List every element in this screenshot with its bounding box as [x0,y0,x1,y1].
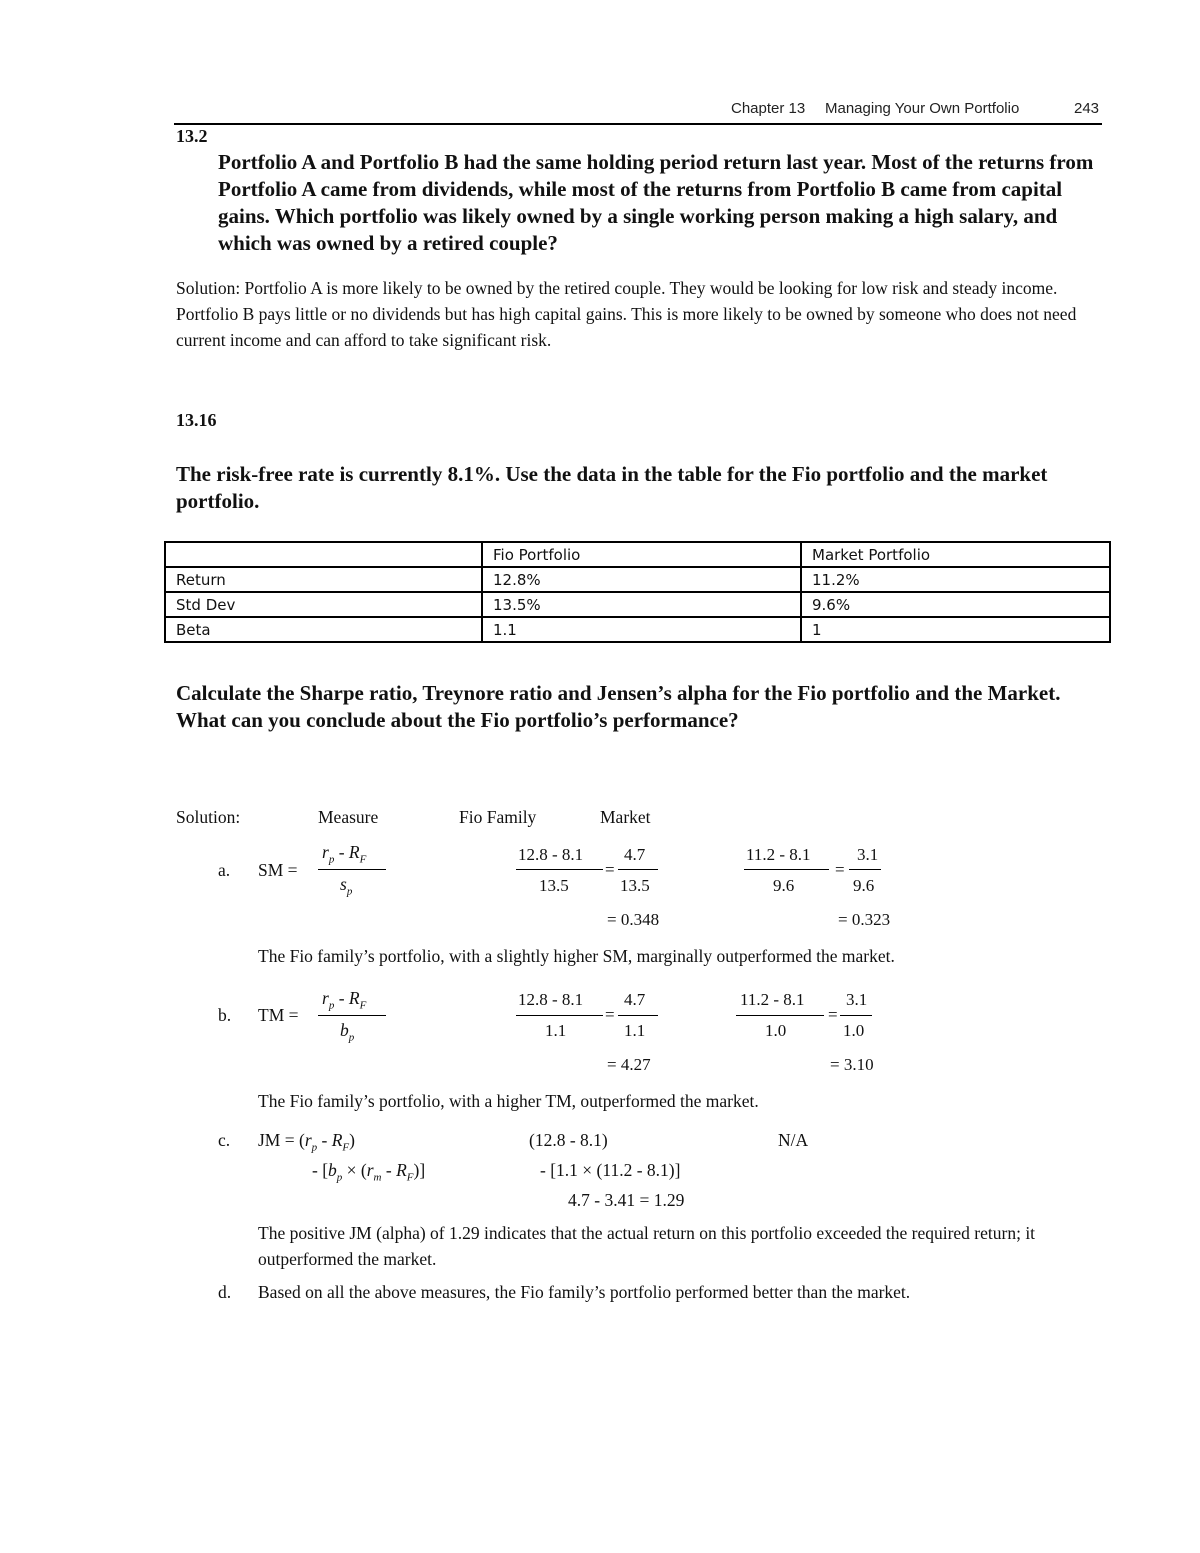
table-row [165,592,1110,617]
subscript-p: p [328,999,335,1012]
tm-market-numerator: 11.2 - 8.1 [740,990,805,1009]
symbol-r: r [322,842,329,862]
table-header-cell: Market Portfolio [801,542,1110,567]
tm-fio-numerator: 12.8 - 8.1 [518,990,584,1009]
sm-market-denominator-2: 9.6 [853,876,875,895]
sm-fio-numerator-2: 4.7 [624,845,646,864]
table-header-cell [165,542,482,567]
table-row [165,567,1110,592]
subscript-p: p [346,885,353,898]
symbol-r: r [304,1130,312,1150]
jm-formula-line2 [312,1160,425,1184]
chapter-title: Managing Your Own Portfolio [825,100,1020,117]
subscript-F: F [342,1141,350,1154]
sm-market-numerator: 11.2 - 8.1 [746,845,811,864]
item-c-letter: c. [218,1130,231,1150]
jm-prefix: JM = ( [258,1130,305,1150]
table-cell: Return [165,567,482,592]
tm-fio-bar-2 [618,1015,658,1016]
tm-formula-denominator [340,1020,354,1044]
tm-market-bar [736,1015,824,1016]
sm-market-denominator: 9.6 [773,876,795,895]
sm-fio-equals: = [605,860,615,879]
tm-fio-numerator-2: 4.7 [624,990,646,1009]
symbol-s: s [340,874,347,894]
sm-market-bar-2 [849,869,881,870]
table-row [165,617,1110,642]
subscript-F: F [359,853,367,866]
sm-market-equals: = [835,860,845,879]
sm-fio-denominator: 13.5 [539,876,569,895]
symbol-r: r [366,1160,374,1180]
table-cell: Beta [165,617,482,642]
item-b-letter: b. [218,1005,232,1025]
table-cell: 12.8% [482,567,801,592]
tm-market-bar-2 [840,1015,872,1016]
question-13-2-text: Portfolio A and Portfolio B had the same holding period return last year. Most of the returns from Portfolio A came from dividends, while most of the returns from Portfolio B came from capital gains. Which portfolio was likely owned by a single working person making a high salary, and which was owned by a retired couple? [218,150,1094,255]
item-d-letter: d. [218,1282,232,1302]
symbol-b: b [340,1020,349,1040]
table-cell: 1.1 [482,617,801,642]
portfolio-data-table [164,541,1111,643]
jm-fio-line1: (12.8 - 8.1) [529,1130,608,1150]
sm-fio-bar [516,869,603,870]
table-cell: 13.5% [482,592,801,617]
sm-fio-numerator: 12.8 - 8.1 [518,845,584,864]
jm-market: N/A [778,1130,809,1150]
subscript-p: p [328,853,335,866]
symbol-R: R [348,988,360,1008]
question-number-13-16: 13.16 [176,410,217,430]
question-13-16-intro: The risk-free rate is currently 8.1%. Use the data in the table for the Fio portfolio and the market portfolio. [176,462,1048,513]
tm-formula-bar [318,1015,386,1016]
jm-fio-line3: 4.7 - 3.41 = 1.29 [568,1190,685,1210]
symbol-minus: - [381,1160,397,1180]
sm-market-numerator-2: 3.1 [857,845,879,864]
sm-lhs: SM = [258,860,298,880]
column-market: Market [600,807,651,827]
symbol-b: b [328,1160,337,1180]
sm-formula-bar [318,869,386,870]
symbol-close: )] [413,1160,426,1180]
symbol-minus: - [334,988,349,1008]
tm-fio-denominator: 1.1 [545,1021,567,1040]
jm-line2-prefix: - [ [312,1160,329,1180]
table-header-row [165,542,1110,567]
symbol-R: R [348,842,360,862]
tm-market-result: = 3.10 [830,1055,874,1074]
sm-formula-numerator [322,842,366,866]
header-rule [174,123,1102,125]
page-number: 243 [1074,100,1100,117]
subscript-p: p [311,1141,318,1154]
chapter-label: Chapter 13 [731,100,806,117]
solution-label: Solution: [176,807,241,827]
column-fio-family: Fio Family [459,807,537,827]
tm-market-numerator-2: 3.1 [846,990,868,1009]
symbol-minus: - [317,1130,332,1150]
question-13-16-text: Calculate the Sharpe ratio, Treynore ratio and Jensen’s alpha for the Fio portfolio and the Market. What can you conclude about the Fio portfolio’s performance? [176,681,1061,732]
tm-market-equals: = [828,1005,838,1024]
table-cell: Std Dev [165,592,482,617]
table-cell: 9.6% [801,592,1110,617]
symbol-r: r [322,988,329,1008]
conclusion-text: Based on all the above measures, the Fio family’s portfolio performed better than the market. [258,1282,911,1302]
tm-fio-equals: = [605,1005,615,1024]
sm-fio-denominator-2: 13.5 [620,876,650,895]
tm-fio-bar [516,1015,603,1016]
sm-fio-result: = 0.348 [607,910,660,929]
symbol-close-paren: ) [349,1130,355,1150]
sm-fio-bar-2 [618,869,658,870]
question-number-13-2: 13.2 [176,126,208,146]
tm-market-denominator-2: 1.0 [843,1021,865,1040]
symbol-R: R [331,1130,343,1150]
jm-formula-line1 [258,1130,355,1154]
tm-formula-numerator [322,988,366,1012]
tm-lhs: TM = [258,1005,299,1025]
solution-13-2: Solution: Portfolio A is more likely to be owned by the retired couple. They would be looking for low risk and steady income. Portfolio B pays little or no dividends but has high capital gains. This is more likely to be owned by someone who does not need current income and can afford to take significant risk. [176,278,1077,350]
sm-comment: The Fio family’s portfolio, with a slightly higher SM, marginally outperformed the market. [258,946,895,966]
jm-comment: The positive JM (alpha) of 1.29 indicates that the actual return on this portfolio exceeded the required return; it outperformed the market. [258,1223,1036,1269]
table-header-cell: Fio Portfolio [482,542,801,567]
item-a-letter: a. [218,860,231,880]
tm-comment: The Fio family’s portfolio, with a higher TM, outperformed the market. [258,1091,759,1111]
subscript-m: m [373,1171,382,1184]
sm-formula-denominator [340,874,352,898]
jm-fio-line2: - [1.1 × (11.2 - 8.1)] [540,1160,681,1180]
tm-fio-result: = 4.27 [607,1055,651,1074]
sm-market-bar [744,869,829,870]
table-cell: 1 [801,617,1110,642]
symbol-times: × ( [342,1160,367,1180]
subscript-p: p [348,1031,355,1044]
sm-market-result: = 0.323 [838,910,891,929]
symbol-R: R [396,1160,407,1180]
subscript-p: p [336,1171,343,1184]
subscript-F: F [406,1171,414,1184]
subscript-F: F [359,999,367,1012]
table-cell: 11.2% [801,567,1110,592]
tm-market-denominator: 1.0 [765,1021,787,1040]
tm-fio-denominator-2: 1.1 [624,1021,646,1040]
column-measure: Measure [318,807,379,827]
symbol-minus: - [334,842,349,862]
